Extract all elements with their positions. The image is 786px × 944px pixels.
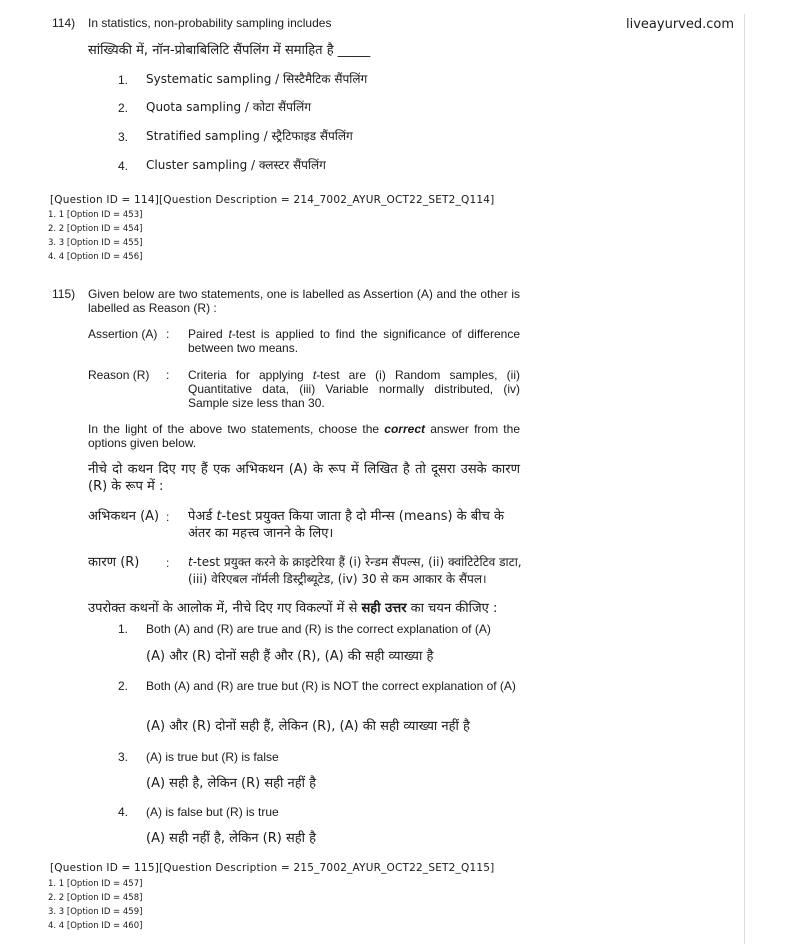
option-number: 3. [118,130,129,144]
option-id: 3. 3 [Option ID = 455] [48,238,143,248]
colon: : [166,556,170,570]
option-text-hi: (A) और (R) दोनों सही हैं और (R), (A) की सही व्याख्या है [146,649,434,664]
option-id: 4. 4 [Option ID = 456] [48,252,143,262]
option-text-en: (A) is false but (R) is true [146,805,279,819]
text: -test are (i) Random samples, (ii) Quantitative data, (iii) Variable normally distributed, (iv) Sample size less than 30. [188,368,520,410]
option-number: 1. [118,73,129,87]
question-text-en: In statistics, non-probability sampling includes [88,16,332,30]
question-text-hi: सांख्यिकी में, नॉन-प्रोबाबिलिटि सैंपलिंग में समाहित है _____ [88,43,371,58]
reason-text [188,368,520,410]
option-text-hi: (A) सही नहीं है, लेकिन (R) सही है [146,831,317,846]
question-number: 114) [52,16,76,30]
option-text-hi: (A) और (R) दोनों सही हैं, लेकिन (R), (A) की सही व्याख्या नहीं है [146,719,470,734]
italic-t: t [216,509,222,524]
reason-label: Reason (R) [88,368,150,382]
text: Criteria for applying [188,368,313,382]
option-id: 4. 4 [Option ID = 460] [48,921,143,931]
assertion-label: Assertion (A) [88,327,158,341]
option-id: 1. 1 [Option ID = 457] [48,879,143,889]
text: -test प्रयुक्त किया जाता है दो मीन्स (means) के बीच के अंतर का महत्त्व जानने के लिए। [188,509,504,541]
question-id-line: [Question ID = 115][Question Description = 215_7002_AYUR_OCT22_SET2_Q115] [50,862,495,874]
instruction-en [88,422,520,450]
option-id: 3. 3 [Option ID = 459] [48,907,143,917]
option-text-en: Both (A) and (R) are true and (R) is the correct explanation of (A) [146,622,491,636]
option-number: 2. [118,679,129,693]
option-text-hi: (A) सही है, लेकिन (R) सही नहीं है [146,776,317,791]
option-id: 1. 1 [Option ID = 453] [48,210,143,220]
text: उपरोक्त कथनों के आलोक में, नीचे दिए गए विकल्पों में से [88,601,362,616]
option-number: 4. [118,805,129,819]
text: answer from the options given below. [88,422,520,450]
option-text: Cluster sampling / क्लस्टर सैंपलिंग [146,158,326,172]
italic-t: t [312,368,317,382]
italic-t: t [188,555,193,569]
option-text-en: Both (A) and (R) are true but (R) is NOT the correct explanation of (A) [146,679,516,693]
assertion-label-hi: अभिकथन (A) [88,509,160,524]
option-number: 3. [118,750,129,764]
option-text: Quota sampling / कोटा सैंपलिंग [146,100,311,114]
option-id: 2. 2 [Option ID = 458] [48,893,143,903]
colon: : [166,368,170,382]
text: In the light of the above two statements, choose the [88,422,385,436]
reason-label-hi: कारण (R) [88,555,140,570]
reason-text-hi [188,554,524,588]
option-text: Systematic sampling / सिस्टैमैटिक सैंपलिंग [146,72,368,86]
option-text: Stratified sampling / स्ट्रैटिफाइड सैंपलिंग [146,129,353,143]
colon: : [166,327,170,341]
text: -test प्रयुक्त करने के क्राइटेरिया हैं (i) रेन्डम सैंपल्स, (ii) क्वांटिटेटिव डाटा, (iii) वेरिएबल नॉर्मली डिस्ट्रीब्यूटेड, (iv) 30 से कम आकार के सैंपल। [188,555,522,586]
text: पेअर्ड [188,509,217,524]
option-number: 2. [118,101,129,115]
option-number: 4. [118,159,129,173]
site-watermark: liveayurved.com [626,17,734,32]
bold-correct: correct [384,422,425,436]
page-divider [744,14,745,944]
option-number: 1. [118,622,129,636]
text: Paired [188,327,229,341]
text: -test is applied to find the significance of difference between two means. [188,327,520,355]
colon: : [166,510,170,524]
question-intro-hi: नीचे दो कथन दिए गए हैं एक अभिकथन (A) के रूप में लिखित है तो दूसरा उसके कारण (R) के रूप में : [88,462,520,494]
bold-sahi-uttar: सही उत्तर [361,601,407,616]
question-intro-en: Given below are two statements, one is labelled as Assertion (A) and the other is labelled as Reason (R) : [88,287,520,315]
italic-t: t [228,327,232,341]
text: का चयन कीजिए : [406,601,498,616]
assertion-text-hi [188,508,520,542]
question-id-line: [Question ID = 114][Question Description = 214_7002_AYUR_OCT22_SET2_Q114] [50,194,495,206]
question-number: 115) [52,287,76,301]
option-id: 2. 2 [Option ID = 454] [48,224,143,234]
option-text-en: (A) is true but (R) is false [146,750,279,764]
assertion-text [188,327,520,355]
instruction-hi [88,600,497,617]
